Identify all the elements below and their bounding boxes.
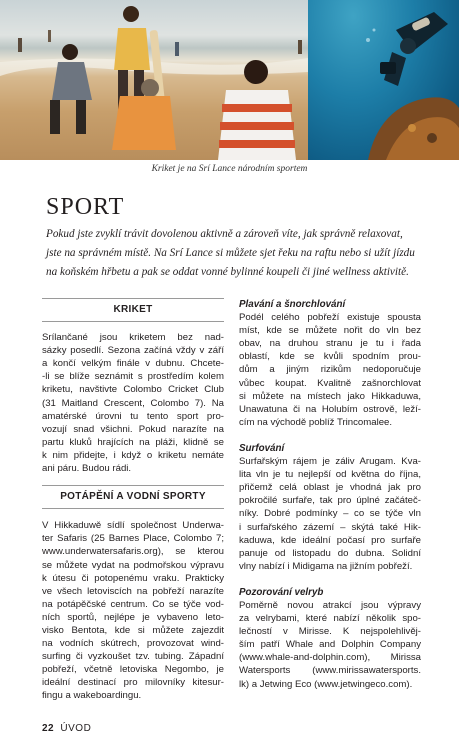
intro-line: na koňském hřbetu a pak se oddat vonné bylinné koupeli či jiné wellness aktivitě.	[46, 266, 409, 278]
text-line: Surfařským rájem je záliv Arugam. Kva-	[239, 456, 421, 468]
text-line: ter Safaris (25 Barnes Place, Colombo 7;	[42, 533, 224, 545]
text-line: ani páru. Budou rádi.	[42, 463, 132, 475]
text-line: i surfařského zázemí – skýtá také Hik-	[239, 521, 421, 533]
kriket-text	[42, 331, 224, 475]
text-line: Podél celého pobřeží existuje spousta	[239, 312, 421, 324]
page-title: SPORT	[46, 194, 125, 220]
text-line: ních sportů, nejlépe je vybaveno leto-	[42, 611, 224, 623]
text-line: a končí velkým finále v dubnu. Chcete-	[42, 358, 224, 370]
text-line: kaduwa, kde ideální počasí pro surfaře	[239, 534, 421, 546]
text-line: kriketu, navštivte Colombo Cricket Club	[42, 384, 224, 396]
text-line: visko Bentota, kde si můžete zajezdit	[42, 624, 224, 636]
text-line: přičemž celá oblast je vhodná jak pro	[239, 482, 421, 494]
scuba-diver-photo	[308, 0, 459, 160]
right-column	[239, 298, 421, 691]
text-line: na vodních skútrech, provozovat wind-	[42, 638, 224, 650]
text-line: pokročilé surfaře, tak pro úplné začáteč-	[239, 495, 421, 507]
text-line: za velrybami, které nabízí několik spo-	[239, 613, 421, 625]
cricket-beach-photo	[0, 0, 308, 160]
text-line: na potápěčské centrum. Co se týče vod-	[42, 598, 224, 610]
text-line: Watersports (www.mirissawatersports.	[239, 665, 421, 677]
text-line: ideální destinací pro milovníky kitesur-	[42, 677, 224, 689]
text-line: lita vln je tu nejlepší od května do října,	[239, 469, 421, 481]
text-line: lk) a Jetwing Eco (www.jetwingeco.com).	[239, 678, 413, 690]
text-line: oblastí, kde se kvůli spodním prou-	[239, 351, 421, 363]
text-line: sázky posedlí. Sezona začíná vždy v září	[42, 345, 224, 357]
section-heading-kriket: KRIKET	[42, 298, 224, 322]
text-line: vůbec koupat. Kvalitně zašnorchlovat	[239, 377, 421, 389]
text-line: vlny nabízí i Midigama na jižním pobřeží.	[239, 560, 413, 572]
text-line: (31 Maitland Crescent, Colombo 7). Na	[42, 397, 224, 409]
intro-line: jste na správném místě. Na Srí Lance si můžete sjet řeku na raftu nebo si užít jízdu	[46, 247, 415, 259]
cricket-scene-illustration	[0, 0, 308, 160]
text-line: ve všech letoviscích na pobřeží narazíte	[42, 585, 224, 597]
photo-caption: Kriket je na Srí Lance národním sportem	[151, 164, 308, 174]
text-line: Srílančané jsou kriketem bez nad-	[42, 332, 224, 344]
text-line: (www.whale-and-dolphin.com), Mirissa	[239, 652, 421, 664]
text-line: amatérské úrovni tu tento sport pro-	[42, 410, 224, 422]
page-number: 22	[42, 723, 55, 734]
text-line: obav, na druhou stranu je tu i řada	[239, 338, 421, 350]
page-footer	[42, 723, 91, 734]
subheading-surfovani: Surfování	[239, 442, 285, 454]
text-line: ším patří Whale and Dolphin Company	[239, 639, 421, 651]
subheading-velryby: Pozorování velryb	[239, 586, 324, 598]
surfovani-text	[239, 455, 421, 573]
text-line: se můžete vydat na podmořskou výpravu	[42, 559, 224, 571]
subheading-plavani: Plavání a šnorchlování	[239, 299, 346, 310]
text-line: partu kluků hrajících na pláži, klidně se	[42, 436, 224, 448]
potapeni-text	[42, 519, 224, 702]
text-line: V Hikkaduwě sídlí společnost Underwa-	[42, 520, 224, 532]
text-line: surfing či vyzkoušet tzv. tubing. Západní	[42, 651, 224, 663]
text-line: cím na východě poblíž Trincomalee.	[239, 416, 393, 428]
text-line: Poměrně novou atrakcí jsou výpravy	[239, 599, 421, 611]
section-name: ÚVOD	[60, 723, 92, 734]
text-line: vozují snad všichni. Pokud narazíte na	[42, 423, 224, 435]
text-line: k útesu či potopenému vraku. Prakticky	[42, 572, 224, 584]
text-line: panuje od listopadu do dubna. Solidní	[239, 547, 421, 559]
text-line: míst, kde se můžete nořit do vln bez	[239, 325, 421, 337]
text-line: si můžete na místech jako Hikkaduwa,	[239, 390, 421, 402]
text-line: lečností v Mirisse. K nejspolehlivěj-	[239, 626, 421, 638]
text-line: níky. Dobré podmínky – co se týče vln	[239, 508, 421, 520]
text-line: www.underwatersafaris.org), se kterou	[42, 546, 224, 558]
left-column	[42, 298, 224, 703]
text-line: -li se blíže seznámit s prostředím kolem	[42, 371, 224, 383]
intro-line: Pokud jste zvyklí trávit dovolenou aktivně a zároveň víte, jak správně relaxovat,	[46, 228, 403, 240]
text-line: k nim přidejte, i když o kriketu nemáte	[42, 449, 224, 461]
text-line: fingu a wakeboardingu.	[42, 690, 142, 702]
section-heading-potapeni: POTÁPĚNÍ A VODNÍ SPORTY	[42, 485, 224, 509]
velryby-text	[239, 599, 421, 691]
intro-paragraph	[46, 225, 418, 282]
text-line: pobřeží, včetně letoviska Negombo, je	[42, 664, 224, 676]
scuba-scene-illustration	[308, 0, 459, 160]
text-line: dům a jiným rizikům nedoporučuje	[239, 364, 421, 376]
plavani-text	[239, 311, 421, 429]
text-line: Unawatuna či na Holubím ostrově, leží-	[239, 403, 421, 415]
